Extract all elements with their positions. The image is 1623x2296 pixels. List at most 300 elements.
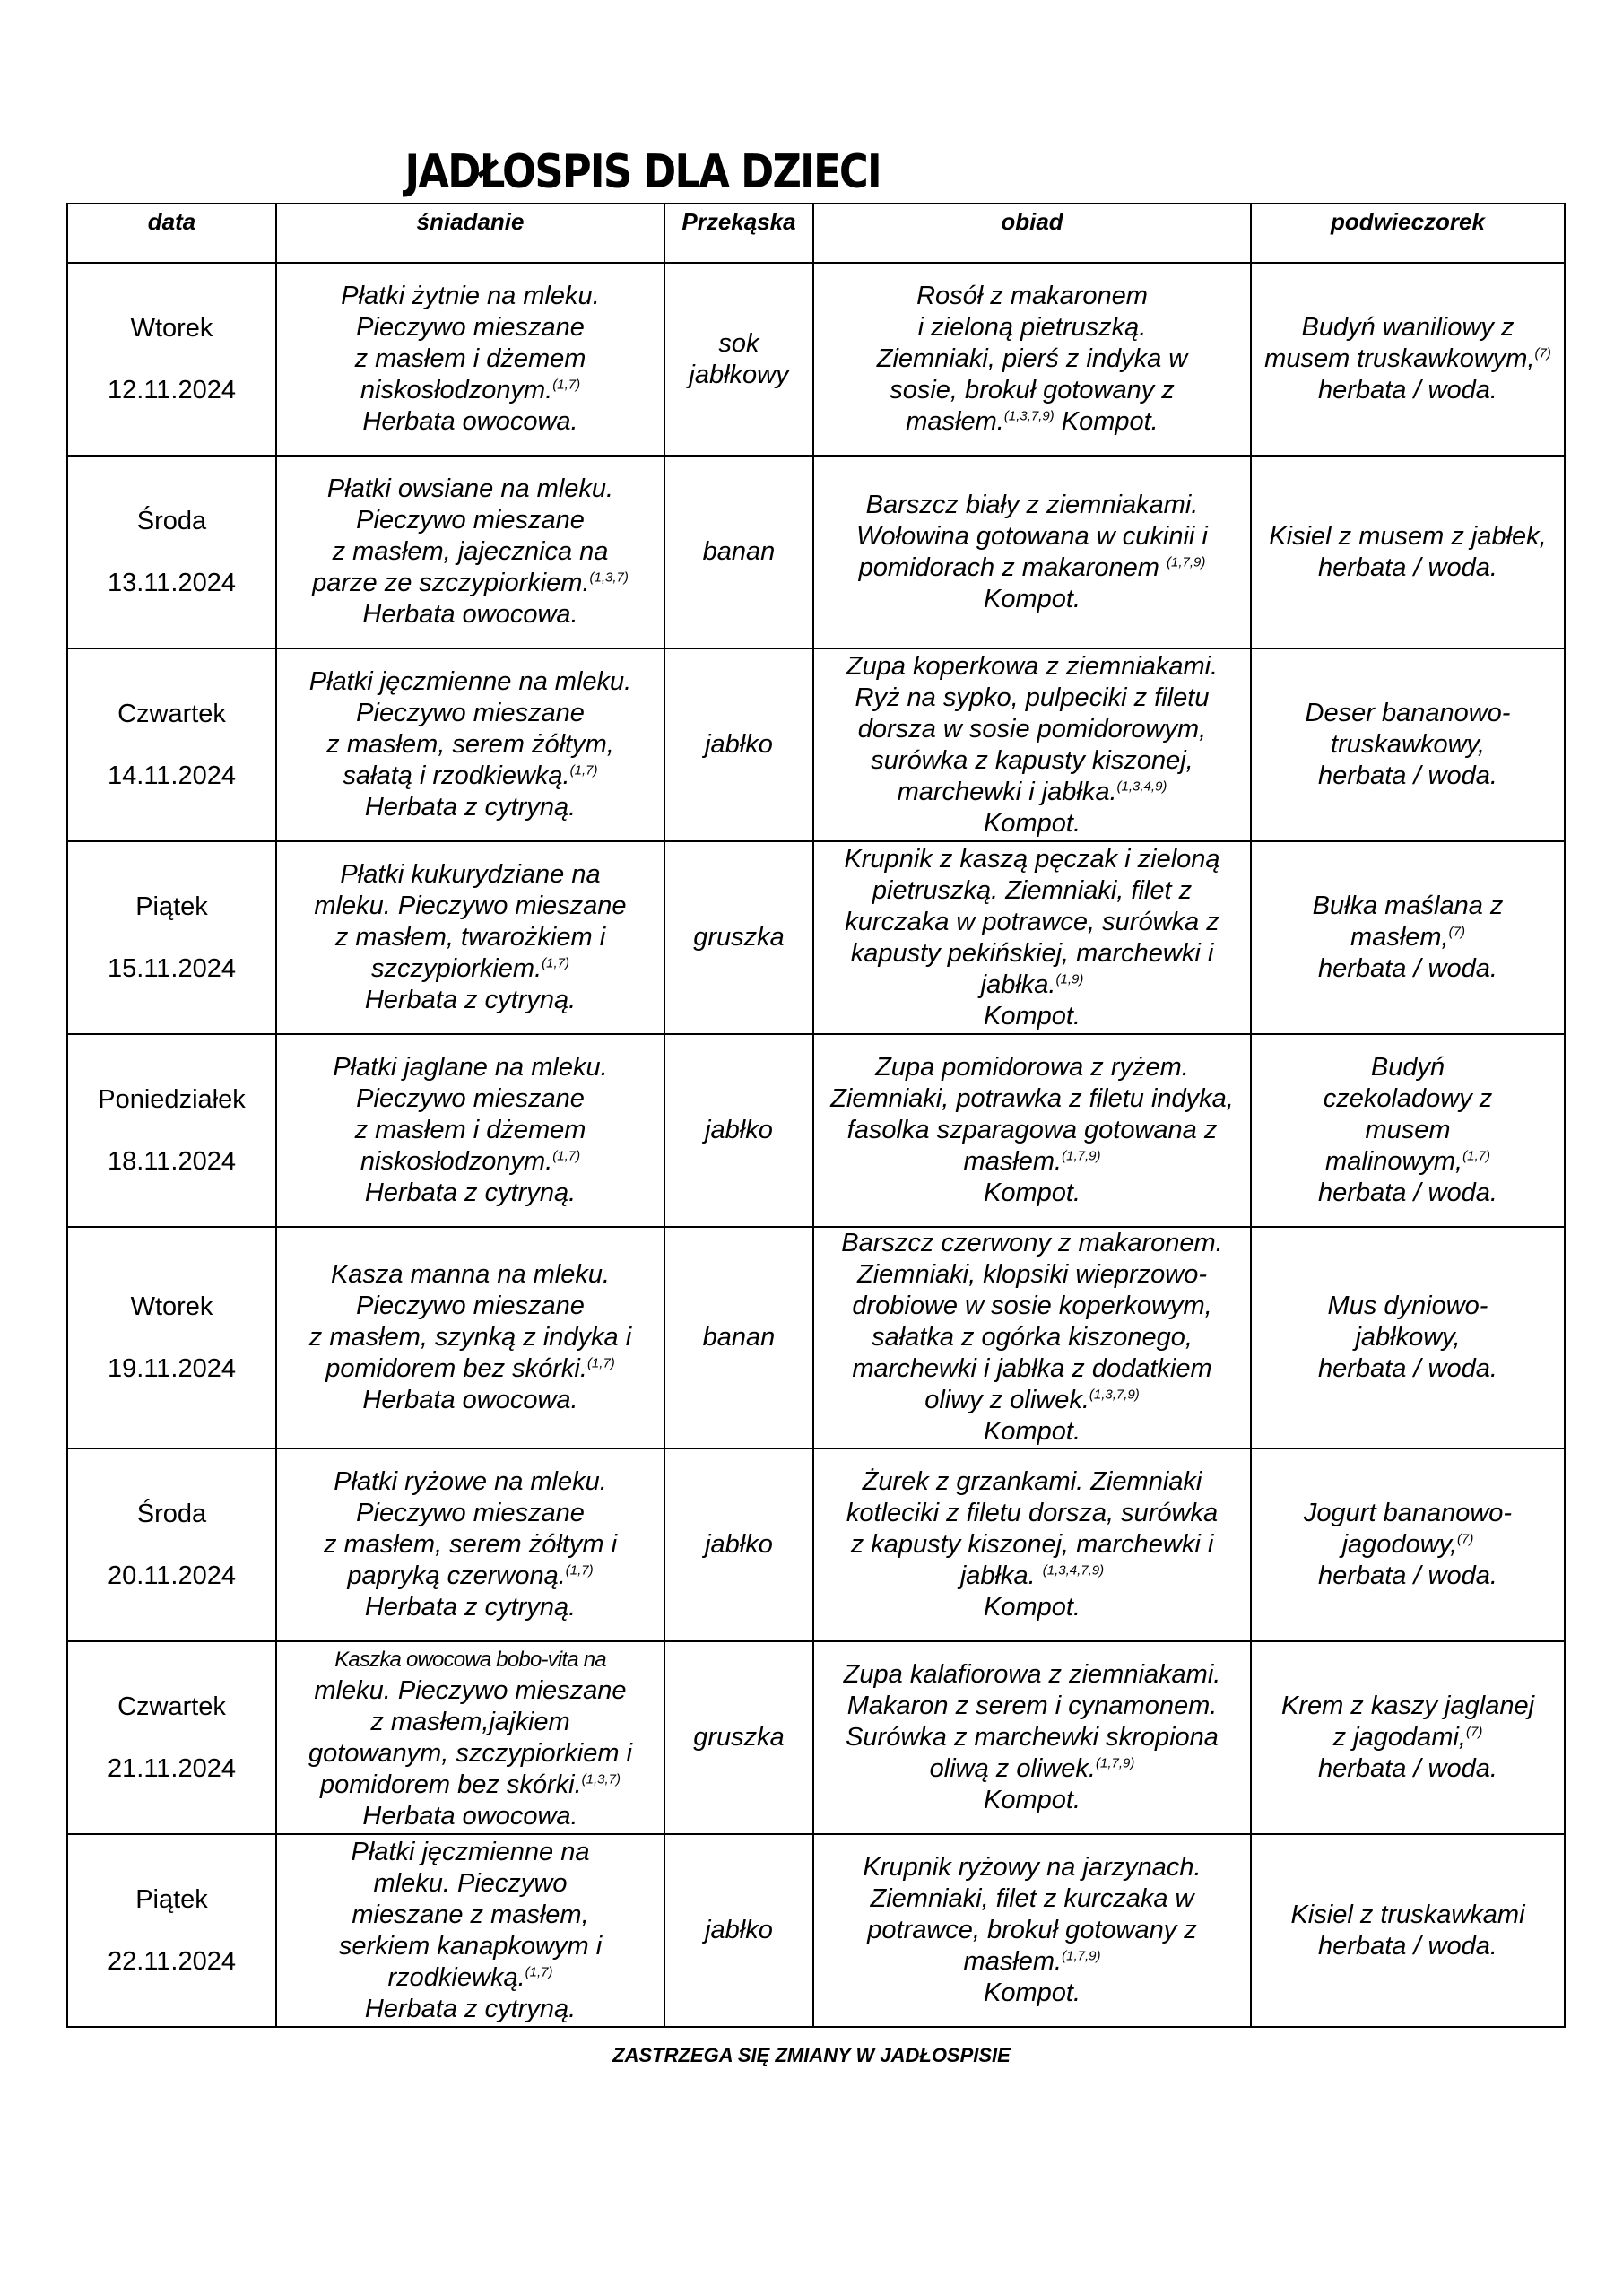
breakfast-text: Płatki owsiane na mleku. (326, 474, 614, 503)
lunch-line (818, 521, 1246, 552)
breakfast-text: pomidorem bez skórki. (319, 1770, 582, 1799)
afternoon-tea-text: Budyń (1370, 1053, 1445, 1082)
afternoon-tea-text: Jogurt bananowo- (1303, 1499, 1513, 1527)
breakfast-line (281, 698, 660, 729)
day-date: 22.11.2024 (108, 1946, 236, 1976)
afternoon-tea-cell (1251, 1034, 1565, 1227)
breakfast-line (281, 1994, 660, 2025)
lunch-text: jabłka. (980, 970, 1056, 999)
breakfast-line (281, 1052, 660, 1083)
lunch-text: Kompot. (984, 1417, 1081, 1446)
lunch-line (818, 1592, 1246, 1623)
breakfast-line (281, 375, 660, 406)
lunch-cell (813, 1227, 1251, 1448)
lunch-text: masłem. (906, 407, 1004, 436)
date-cell (67, 841, 276, 1034)
allergen-codes: (7) (1534, 345, 1551, 361)
afternoon-tea-text: masłem, (1350, 923, 1449, 952)
allergen-codes: (1,7) (569, 762, 598, 778)
breakfast-text: Herbata owocowa. (362, 407, 578, 436)
lunch-text: oliwą z oliwek. (929, 1754, 1096, 1783)
breakfast-cell (276, 1448, 664, 1641)
afternoon-tea-line (1255, 1529, 1560, 1561)
afternoon-tea-cell (1251, 1834, 1565, 2027)
date-cell (67, 1448, 276, 1641)
lunch-text: Kompot. (984, 1593, 1081, 1622)
breakfast-text: Herbata owocowa. (362, 600, 578, 629)
breakfast-line (281, 1801, 660, 1832)
lunch-line (818, 651, 1246, 683)
breakfast-line (281, 859, 660, 891)
breakfast-text: niskosłodzonym. (360, 376, 553, 404)
afternoon-tea-text: jabłkowy, (1355, 1323, 1461, 1352)
lunch-text: i zieloną pietruszką. (917, 313, 1147, 342)
lunch-text: Ziemniaki, filet z kurczaka w (870, 1884, 1194, 1913)
afternoon-tea-text: herbata / woda. (1318, 376, 1497, 404)
column-header-afternoon-tea: podwieczorek (1251, 204, 1565, 263)
afternoon-tea-cell (1251, 841, 1565, 1034)
lunch-line (818, 938, 1246, 970)
breakfast-line (281, 1498, 660, 1529)
afternoon-tea-text: musem truskawkowym, (1264, 344, 1535, 373)
table-row (67, 648, 1565, 841)
date-cell (67, 648, 276, 841)
breakfast-line (281, 1707, 660, 1738)
lunch-line (818, 1115, 1246, 1146)
lunch-line (818, 490, 1246, 521)
allergen-codes: (7) (1457, 1531, 1474, 1547)
lunch-line (818, 1146, 1246, 1178)
lunch-text: Rosół z makaronem (916, 282, 1148, 310)
lunch-line (818, 745, 1246, 777)
breakfast-text: mleku. Pieczywo mieszane (314, 891, 627, 920)
lunch-text: surówka z kapusty kiszonej, (871, 745, 1193, 775)
afternoon-tea-cell (1251, 1448, 1565, 1641)
breakfast-line (281, 1353, 660, 1385)
breakfast-text: sałatą i rzodkiewką. (343, 761, 570, 790)
afternoon-tea-line (1255, 312, 1560, 344)
date-cell (67, 1034, 276, 1227)
lunch-line (818, 375, 1246, 406)
afternoon-tea-text: herbata / woda. (1318, 552, 1497, 582)
breakfast-line (281, 1868, 660, 1900)
breakfast-line (281, 792, 660, 823)
afternoon-tea-line (1255, 1691, 1560, 1722)
lunch-line (818, 1978, 1246, 2009)
header-row (67, 204, 1565, 263)
breakfast-text: mieszane z masłem, (352, 1900, 589, 1929)
breakfast-line (281, 1770, 660, 1801)
breakfast-line (281, 344, 660, 375)
breakfast-text: z masłem, jajecznica na (332, 537, 609, 566)
afternoon-tea-text: herbata / woda. (1318, 1561, 1497, 1590)
day-name: Wtorek (130, 313, 213, 343)
lunch-text: Krupnik z kaszą pęczak i zieloną (844, 844, 1220, 874)
snack-cell: banan (664, 1227, 813, 1448)
lunch-text: masłem. (963, 1147, 1063, 1176)
afternoon-tea-line (1255, 1178, 1560, 1209)
breakfast-text: Herbata z cytryną. (364, 1994, 577, 2023)
date-cell (67, 263, 276, 456)
afternoon-tea-text: herbata / woda. (1318, 954, 1497, 983)
column-header-breakfast: śniadanie (276, 204, 664, 263)
afternoon-tea-text: truskawkowy, (1331, 730, 1485, 759)
afternoon-tea-line (1255, 1353, 1560, 1385)
lunch-line (818, 406, 1246, 438)
breakfast-text: Herbata owocowa. (362, 1386, 578, 1414)
afternoon-tea-line (1255, 1753, 1560, 1785)
day-name: Piątek (135, 1884, 208, 1914)
lunch-text: marchewki i jabłka. (897, 777, 1117, 806)
breakfast-text: serkiem kanapkowym i (338, 1931, 603, 1961)
lunch-text-after: Kompot. (1054, 407, 1159, 436)
allergen-codes: (1,7,9) (1095, 1755, 1135, 1771)
allergen-codes: (1,7,9) (1062, 1148, 1101, 1164)
day-name: Środa (136, 506, 207, 535)
breakfast-line (281, 1466, 660, 1498)
snack-cell: gruszka (664, 1641, 813, 1834)
lunch-text: Surówka z marchewki skropiona (846, 1723, 1219, 1752)
breakfast-line (281, 761, 660, 792)
lunch-text: jabłka. (959, 1561, 1043, 1590)
breakfast-text: Płatki kukurydziane na (340, 860, 601, 889)
lunch-line (818, 1353, 1246, 1385)
lunch-line (818, 1259, 1246, 1291)
breakfast-line (281, 953, 660, 985)
afternoon-tea-text: herbata / woda. (1318, 761, 1497, 790)
afternoon-tea-line (1255, 1052, 1560, 1083)
breakfast-line (281, 505, 660, 536)
breakfast-line (281, 1592, 660, 1623)
allergen-codes: (1,3,7,9) (1089, 1387, 1140, 1403)
afternoon-tea-text: Bułka maślana z (1312, 891, 1504, 920)
breakfast-line (281, 1675, 660, 1707)
lunch-text: sosie, brokuł gotowany z (890, 376, 1175, 404)
lunch-line (818, 1722, 1246, 1753)
allergen-codes: (1,7) (1462, 1148, 1490, 1164)
afternoon-tea-text: herbata / woda. (1318, 1754, 1497, 1783)
breakfast-text: Pieczywo mieszane (356, 313, 585, 342)
afternoon-tea-text: z jagodami, (1332, 1723, 1466, 1752)
lunch-line (818, 844, 1246, 875)
lunch-text: z kapusty kiszonej, marchewki i (850, 1530, 1214, 1559)
lunch-line (818, 1691, 1246, 1722)
lunch-cell (813, 1034, 1251, 1227)
lunch-text: marchewki i jabłka z dodatkiem (852, 1354, 1212, 1383)
lunch-line (818, 1561, 1246, 1592)
afternoon-tea-text: malinowym, (1325, 1147, 1463, 1176)
breakfast-line (281, 891, 660, 922)
breakfast-text: z masłem, serem żółtym i (323, 1530, 618, 1559)
lunch-line (818, 1083, 1246, 1115)
lunch-text: Kompot. (984, 1178, 1081, 1207)
lunch-text: Kompot. (984, 1979, 1081, 2007)
afternoon-tea-line (1255, 1498, 1560, 1529)
allergen-codes: (1,7) (565, 1562, 594, 1578)
afternoon-tea-line (1255, 729, 1560, 761)
day-date: 13.11.2024 (108, 568, 236, 597)
lunch-cell (813, 263, 1251, 456)
lunch-line (818, 808, 1246, 839)
breakfast-text: z masłem, serem żółtym, (326, 730, 614, 759)
lunch-text: fasolka szparagowa gotowana z (846, 1116, 1218, 1144)
breakfast-line (281, 1259, 660, 1291)
breakfast-cell (276, 648, 664, 841)
allergen-codes: (1,7) (586, 1355, 615, 1371)
breakfast-text: z masłem, szynką z indyka i (308, 1323, 632, 1352)
afternoon-tea-cell (1251, 1641, 1565, 1834)
column-header-date: data (67, 204, 276, 263)
menu-body (67, 263, 1565, 2027)
lunch-text: Krupnik ryżowy na jarzynach. (863, 1853, 1202, 1882)
breakfast-line (281, 1931, 660, 1962)
date-cell (67, 1227, 276, 1448)
afternoon-tea-text: Kisiel z musem z jabłek, (1269, 521, 1547, 551)
lunch-text: Ryż na sypko, pulpeciki z filetu (855, 683, 1210, 712)
breakfast-line (281, 406, 660, 438)
lunch-line (818, 683, 1246, 714)
day-date: 19.11.2024 (108, 1353, 236, 1383)
day-date: 21.11.2024 (108, 1753, 236, 1783)
lunch-text: Ziemniaki, potrawka z filetu indyka, (830, 1084, 1234, 1113)
breakfast-text: niskosłodzonym. (360, 1147, 553, 1176)
lunch-line (818, 777, 1246, 808)
breakfast-text: z masłem,jajkiem (370, 1707, 570, 1736)
lunch-text: dorsza w sosie pomidorowym, (857, 714, 1207, 744)
afternoon-tea-line (1255, 552, 1560, 584)
lunch-line (818, 1001, 1246, 1032)
breakfast-cell (276, 263, 664, 456)
lunch-line (818, 1915, 1246, 1946)
breakfast-text: papryką czerwoną. (347, 1561, 566, 1590)
lunch-text: Ziemniaki, pierś z indyka w (876, 344, 1188, 373)
afternoon-tea-line (1255, 953, 1560, 985)
afternoon-tea-cell (1251, 456, 1565, 648)
lunch-text: Żurek z grzankami. Ziemniaki (862, 1467, 1202, 1496)
day-date: 15.11.2024 (108, 953, 236, 983)
day-name: Środa (136, 1499, 207, 1528)
afternoon-tea-line (1255, 1291, 1560, 1322)
afternoon-tea-line (1255, 1931, 1560, 1962)
breakfast-line (281, 985, 660, 1016)
breakfast-line (281, 729, 660, 761)
lunch-text: potrawce, brokuł gotowany z (867, 1916, 1197, 1944)
breakfast-text: Płatki jaglane na mleku. (333, 1053, 608, 1082)
breakfast-line (281, 1083, 660, 1115)
day-name: Piątek (135, 891, 208, 921)
lunch-text: Kompot. (984, 1001, 1081, 1031)
lunch-line (818, 1852, 1246, 1883)
breakfast-text: parze ze szczypiorkiem. (312, 569, 590, 597)
date-cell (67, 456, 276, 648)
lunch-cell (813, 841, 1251, 1034)
breakfast-line (281, 1178, 660, 1209)
breakfast-text: z masłem, twarożkiem i (334, 923, 606, 952)
lunch-line (818, 1883, 1246, 1915)
allergen-codes: (1,7) (552, 377, 581, 393)
lunch-text: Barszcz biały z ziemniakami. (865, 490, 1199, 519)
lunch-text: Kompot. (984, 584, 1081, 613)
breakfast-text: Herbata z cytryną. (364, 1593, 577, 1622)
allergen-codes: (1,3,7) (589, 570, 629, 586)
afternoon-tea-line (1255, 521, 1560, 552)
lunch-text: Barszcz czerwony z makaronem. (841, 1229, 1223, 1257)
breakfast-line (281, 599, 660, 631)
afternoon-tea-line (1255, 1722, 1560, 1753)
lunch-line (818, 584, 1246, 615)
allergen-codes: (1,7,9) (1062, 1948, 1101, 1964)
breakfast-line (281, 474, 660, 505)
lunch-line (818, 1946, 1246, 1978)
table-row (67, 1227, 1565, 1448)
lunch-text: kurczaka w potrawce, surówka z (845, 907, 1219, 936)
breakfast-line (281, 568, 660, 599)
breakfast-text: rzodkiewką. (387, 1962, 525, 1992)
breakfast-text: Płatki jęczmienne na (351, 1837, 590, 1866)
breakfast-cell (276, 1641, 664, 1834)
afternoon-tea-text: musem (1365, 1116, 1451, 1144)
footer-note: ZASTRZEGA SIĘ ZMIANY W JADŁOSPISIE (612, 2044, 1011, 2066)
breakfast-text: gotowanym, szczypiorkiem i (308, 1738, 632, 1768)
table-row (67, 456, 1565, 648)
breakfast-text: Kaszka owocowa bobo-vita na (334, 1647, 606, 1672)
afternoon-tea-text: herbata / woda. (1318, 1354, 1497, 1383)
lunch-cell (813, 1834, 1251, 2027)
afternoon-tea-text: Kisiel z truskawkami (1290, 1900, 1525, 1929)
lunch-line (818, 1178, 1246, 1209)
afternoon-tea-text: Krem z kaszy jaglanej (1280, 1692, 1535, 1720)
breakfast-text: Herbata z cytryną. (364, 986, 577, 1014)
lunch-line (818, 1385, 1246, 1416)
breakfast-cell (276, 1227, 664, 1448)
afternoon-tea-text: czekoladowy z (1323, 1084, 1493, 1113)
snack-cell: jabłko (664, 1834, 813, 2027)
lunch-cell (813, 648, 1251, 841)
snack-cell: gruszka (664, 841, 813, 1034)
breakfast-line (281, 1738, 660, 1770)
allergen-codes: (1,9) (1055, 970, 1084, 987)
table-row (67, 841, 1565, 1034)
lunch-text: Zupa kalafiorowa z ziemniakami. (843, 1660, 1221, 1689)
breakfast-line (281, 1644, 660, 1675)
allergen-codes: (1,7) (552, 1148, 581, 1164)
lunch-line (818, 1052, 1246, 1083)
afternoon-tea-line (1255, 922, 1560, 953)
breakfast-text: z masłem i dżemem (354, 344, 586, 373)
afternoon-tea-cell (1251, 1227, 1565, 1448)
breakfast-line (281, 666, 660, 698)
day-date: 18.11.2024 (108, 1146, 236, 1176)
lunch-text: Kompot. (984, 1786, 1081, 1814)
allergen-codes: (1,7) (542, 955, 569, 971)
afternoon-tea-line (1255, 891, 1560, 922)
lunch-text: pomidorach z makaronem (858, 552, 1167, 582)
afternoon-tea-text: jagodowy, (1341, 1530, 1458, 1559)
afternoon-tea-line (1255, 375, 1560, 406)
allergen-codes: (7) (1465, 1724, 1483, 1740)
lunch-cell (813, 1448, 1251, 1641)
breakfast-line (281, 922, 660, 953)
breakfast-line (281, 1900, 660, 1931)
breakfast-line (281, 1291, 660, 1322)
afternoon-tea-line (1255, 698, 1560, 729)
lunch-text: kotleciki z filetu dorsza, surówka (846, 1499, 1219, 1527)
breakfast-line (281, 1837, 660, 1868)
afternoon-tea-cell (1251, 263, 1565, 456)
page-title: JADŁOSPIS DLA DZIECI (404, 145, 881, 199)
breakfast-text: Kasza manna na mleku. (330, 1260, 611, 1289)
lunch-text: kapusty pekińskiej, marchewki i (850, 938, 1214, 968)
lunch-text: Wołowina gotowana w cukinii i (856, 521, 1208, 551)
breakfast-line (281, 281, 660, 312)
afternoon-tea-line (1255, 761, 1560, 792)
allergen-codes: (1,3,7) (581, 1770, 621, 1787)
menu-table (66, 203, 1566, 2028)
breakfast-text: Płatki ryżowe na mleku. (334, 1467, 607, 1496)
breakfast-text: Pieczywo mieszane (356, 1292, 585, 1320)
breakfast-line (281, 1322, 660, 1353)
snack-cell: jabłko (664, 1448, 813, 1641)
lunch-text: sałatka z ogórka kiszonego, (872, 1323, 1193, 1352)
table-row (67, 1448, 1565, 1641)
lunch-line (818, 1785, 1246, 1816)
day-date: 12.11.2024 (108, 375, 236, 404)
lunch-text: Makaron z serem i cynamonem. (846, 1692, 1218, 1720)
breakfast-text: Pieczywo mieszane (356, 1084, 585, 1113)
lunch-line (818, 1291, 1246, 1322)
lunch-line (818, 344, 1246, 375)
breakfast-text: Pieczywo mieszane (356, 506, 585, 535)
breakfast-text: Pieczywo mieszane (356, 1499, 585, 1527)
day-name: Wtorek (130, 1292, 213, 1321)
breakfast-text: z masłem i dżemem (354, 1116, 586, 1144)
breakfast-line (281, 1115, 660, 1146)
lunch-line (818, 1322, 1246, 1353)
afternoon-tea-line (1255, 1900, 1560, 1931)
column-header-lunch: obiad (813, 204, 1251, 263)
day-date: 14.11.2024 (108, 761, 236, 790)
afternoon-tea-text: herbata / woda. (1318, 1178, 1497, 1207)
allergen-codes: (1,3,4,7,9) (1042, 1562, 1105, 1578)
breakfast-text: mleku. Pieczywo (373, 1868, 568, 1898)
table-row (67, 1034, 1565, 1227)
afternoon-tea-cell (1251, 648, 1565, 841)
breakfast-text: pomidorem bez skórki. (325, 1354, 587, 1383)
lunch-text: Zupa pomidorowa z ryżem. (875, 1053, 1189, 1082)
allergen-codes: (1,3,4,9) (1116, 778, 1167, 794)
allergen-codes: (1,7) (525, 1963, 553, 1979)
date-cell (67, 1834, 276, 2027)
lunch-line (818, 312, 1246, 344)
breakfast-line (281, 1962, 660, 1994)
lunch-line (818, 714, 1246, 745)
breakfast-cell (276, 456, 664, 648)
allergen-codes: (1,7,9) (1166, 553, 1206, 570)
breakfast-line (281, 1385, 660, 1416)
lunch-text: drobiowe w sosie koperkowym, (852, 1292, 1212, 1320)
breakfast-line (281, 1529, 660, 1561)
afternoon-tea-line (1255, 1561, 1560, 1592)
snack-cell: sok jabłkowy (664, 263, 813, 456)
afternoon-tea-text: Deser bananowo- (1305, 699, 1511, 727)
snack-cell: jabłko (664, 648, 813, 841)
lunch-line (818, 1659, 1246, 1691)
lunch-line (818, 1466, 1246, 1498)
column-header-snack: Przekąska (664, 204, 813, 263)
afternoon-tea-line (1255, 1146, 1560, 1178)
snack-cell: banan (664, 456, 813, 648)
lunch-line (818, 875, 1246, 907)
